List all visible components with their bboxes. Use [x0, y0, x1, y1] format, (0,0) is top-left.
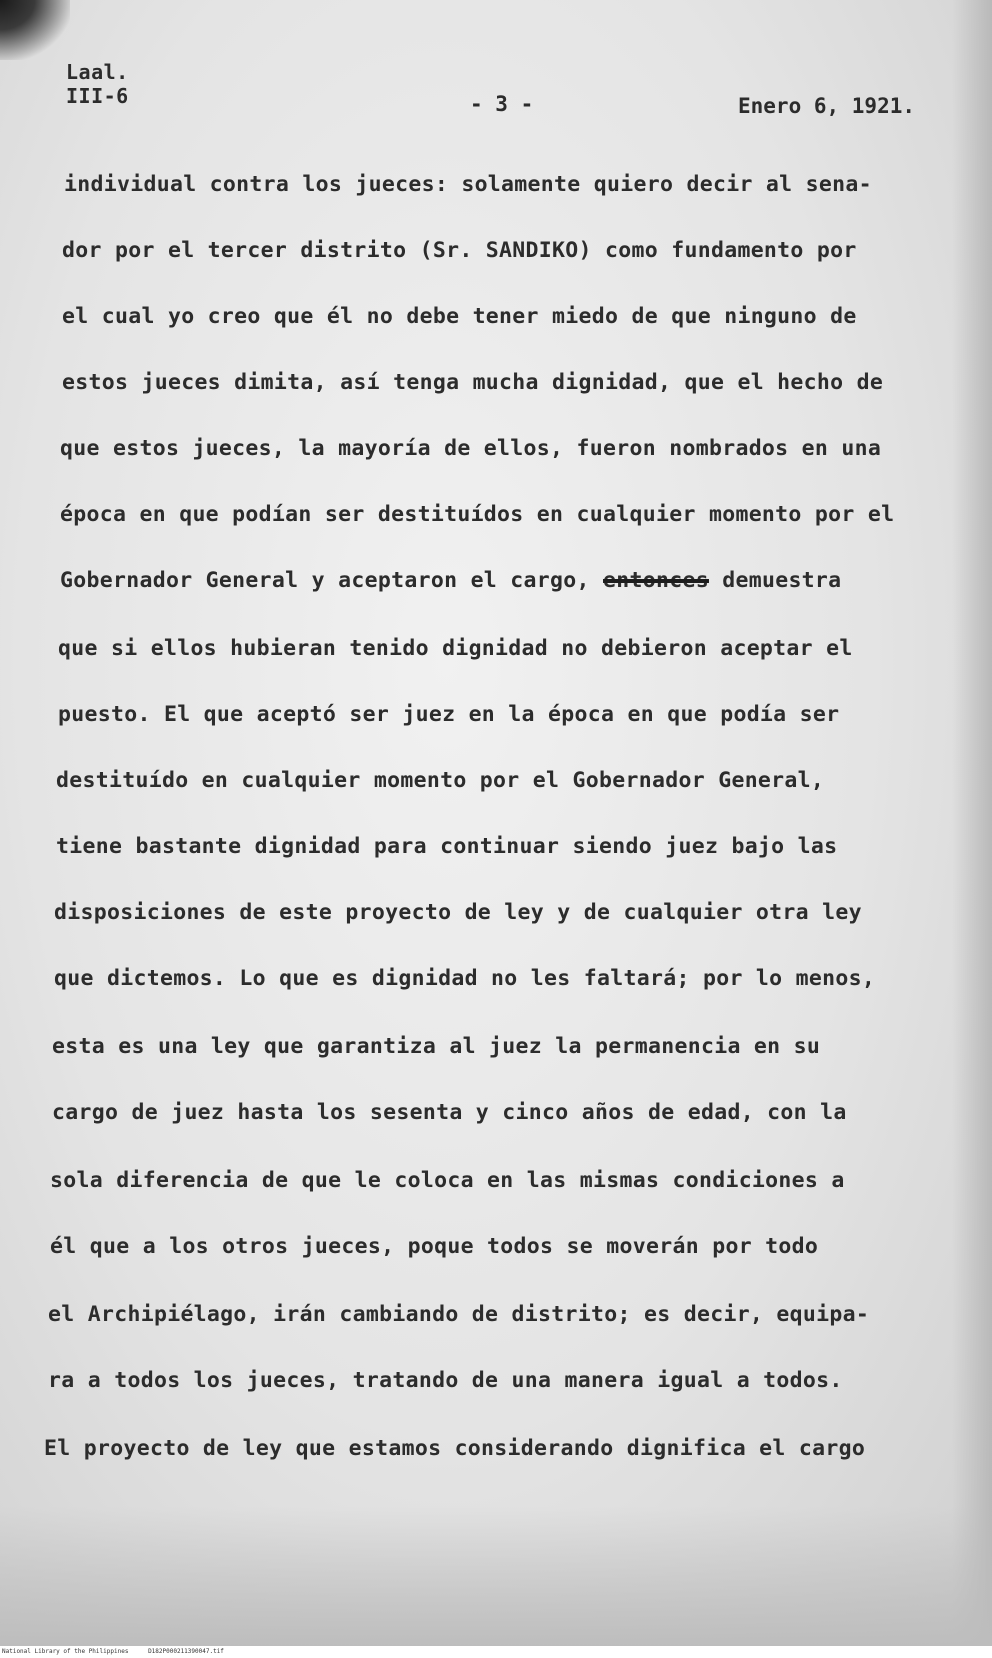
page-number: - 3 - [470, 92, 534, 116]
body-line: el cual yo creo que él no debe tener miedo de que ninguno de [62, 304, 857, 329]
scan-filename: D182P000211390047.tif [148, 1648, 224, 1655]
body-line: tiene bastante dignidad para continuar siendo juez bajo las [56, 834, 838, 859]
body-line: cargo de juez hasta los sesenta y cinco años de edad, con la [52, 1100, 847, 1125]
body-line: el Archipiélago, irán cambiando de distrito; es decir, equipa- [48, 1302, 870, 1327]
body-line: que estos jueces, la mayoría de ellos, fueron nombrados en una [60, 436, 882, 461]
reference-line-2: III-6 [66, 84, 129, 108]
body-line-text: Gobernador General y aceptaron el cargo, [60, 568, 590, 593]
scan-footer [0, 1646, 992, 1658]
body-line: individual contra los jueces: solamente quiero decir al sena- [64, 172, 872, 197]
body-line: ra a todos los jueces, tratando de una manera igual a todos. [48, 1368, 843, 1393]
body-line [60, 568, 841, 593]
scan-bottom-shadow [0, 1506, 992, 1646]
document-date: Enero 6, 1921. [738, 94, 916, 118]
body-line-text: demuestra [722, 568, 842, 593]
scan-edge-shadow [952, 0, 992, 1646]
body-line: que si ellos hubieran tenido dignidad no debieron aceptar el [58, 636, 853, 661]
library-credit: National Library of the Philippines [2, 1648, 129, 1655]
body-line: sola diferencia de que le coloca en las mismas condiciones a [50, 1168, 845, 1193]
body-line: destituído en cualquier momento por el Gobernador General, [56, 768, 825, 793]
document-reference [66, 60, 129, 108]
scan-corner-shadow [0, 0, 70, 60]
body-line: El proyecto de ley que estamos considerando dignifica el cargo [44, 1436, 866, 1461]
body-line: que dictemos. Lo que es dignidad no les faltará; por lo menos, [54, 966, 876, 991]
body-line: disposiciones de este proyecto de ley y de cualquier otra ley [54, 900, 862, 925]
struck-out-word: entonces [603, 568, 709, 593]
body-line: puesto. El que aceptó ser juez en la época en que podía ser [58, 702, 840, 727]
body-line: época en que podían ser destituídos en cualquier momento por el [60, 502, 895, 527]
body-line: estos jueces dimita, así tenga mucha dignidad, que el hecho de [62, 370, 884, 395]
reference-line-1: Laal. [66, 60, 129, 84]
body-line: dor por el tercer distrito (Sr. SANDIKO) como fundamento por [62, 238, 857, 263]
body-line: esta es una ley que garantiza al juez la permanencia en su [52, 1034, 821, 1059]
body-line: él que a los otros jueces, poque todos se moverán por todo [50, 1234, 819, 1259]
